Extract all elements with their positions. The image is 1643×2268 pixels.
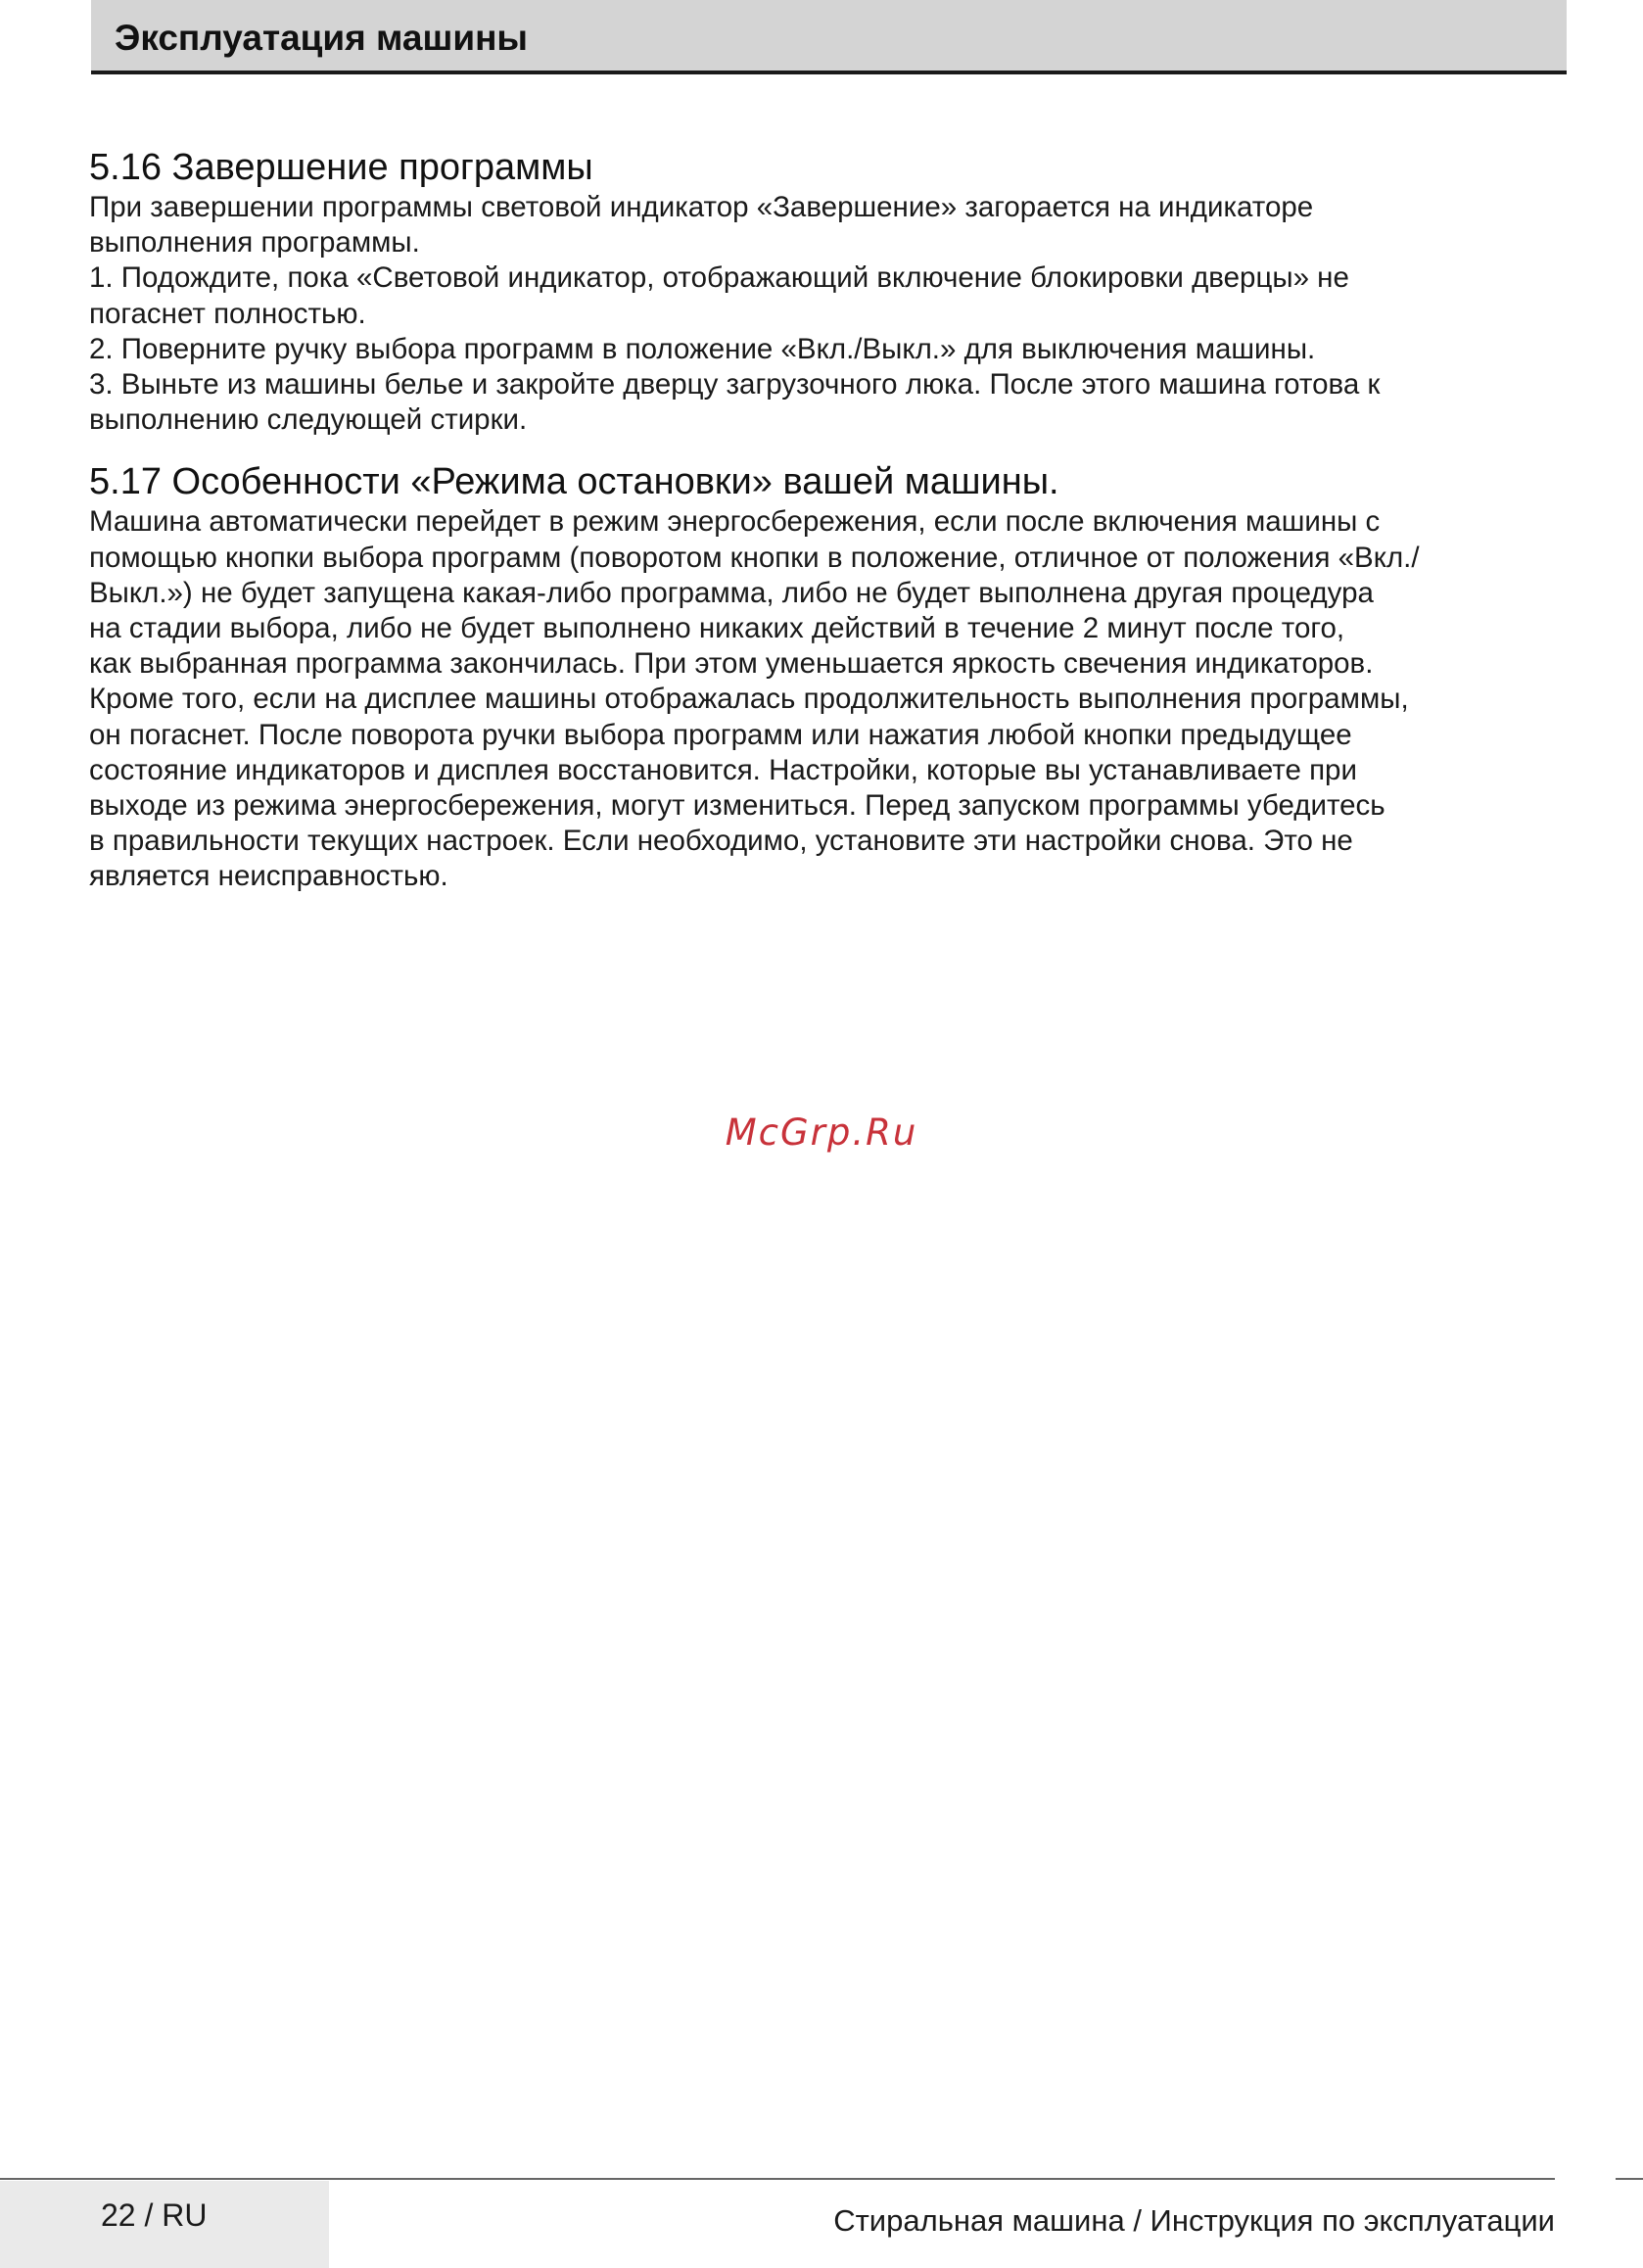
page-content [89, 145, 1577, 895]
text-line: выходе из режима энергосбережения, могут измениться. Перед запуском программы убедитесь [89, 789, 1385, 823]
section-title: 5.16 Завершение программы [89, 147, 593, 188]
page-header-title: Эксплуатация машины [115, 18, 529, 58]
text-line: 3. Выньте из машины белье и закройте дверцу загрузочного люка. После этого машина готова к [89, 368, 1381, 402]
footer-divider-right [1616, 2178, 1643, 2180]
footer-document-title: Стиральная машина / Инструкция по эксплуатации [833, 2203, 1555, 2238]
text-line: выполнения программы. [89, 226, 420, 260]
text-line: погаснет полностью. [89, 297, 366, 330]
page-number: 22 / RU [101, 2197, 208, 2233]
text-line: выполнению следующей стирки. [89, 403, 528, 437]
footer-divider [0, 2178, 1555, 2180]
section-title: 5.17 Особенности «Режима остановки» вашей машины. [89, 461, 1059, 503]
text-line: помощью кнопки выбора программ (поворотом кнопки в положение, отличное от положения «Вкл./ [89, 541, 1420, 574]
text-line: 2. Поверните ручку выбора программ в положение «Вкл./Выкл.» для выключения машины. [89, 332, 1316, 365]
watermark-link[interactable]: McGrp.Ru [725, 1111, 918, 1154]
section-5-17 [89, 459, 1577, 894]
text-line: Кроме того, если на дисплее машины отображалась продолжительность выполнения программы, [89, 683, 1409, 716]
text-line: на стадии выбора, либо не будет выполнено никаких действий в течение 2 минут после того, [89, 612, 1345, 645]
section-5-16 [89, 145, 1577, 438]
text-line: состояние индикаторов и дисплея восстановится. Настройки, которые вы устанавливаете при [89, 753, 1357, 786]
text-line: 1. Подождите, пока «Световой индикатор, отображающий включение блокировки дверцы» не [89, 261, 1349, 295]
text-line: он погаснет. После поворота ручки выбора программ или нажатия любой кнопки предыдущее [89, 718, 1352, 751]
page-header [91, 0, 1567, 74]
text-line: Машина автоматически перейдет в режим энергосбережения, если после включения машины с [89, 505, 1381, 539]
text-line: Выкл.») не будет запущена какая-либо программа, либо не будет выполнена другая процедура [89, 576, 1374, 609]
text-line: При завершении программы световой индикатор «Завершение» загорается на индикаторе [89, 191, 1314, 223]
text-line: является неисправностью. [89, 860, 448, 893]
text-line: как выбранная программа закончилась. При этом уменьшается яркость свечения индикаторов. [89, 647, 1374, 681]
text-line: в правильности текущих настроек. Если необходимо, установите эти настройки снова. Это не [89, 825, 1353, 858]
